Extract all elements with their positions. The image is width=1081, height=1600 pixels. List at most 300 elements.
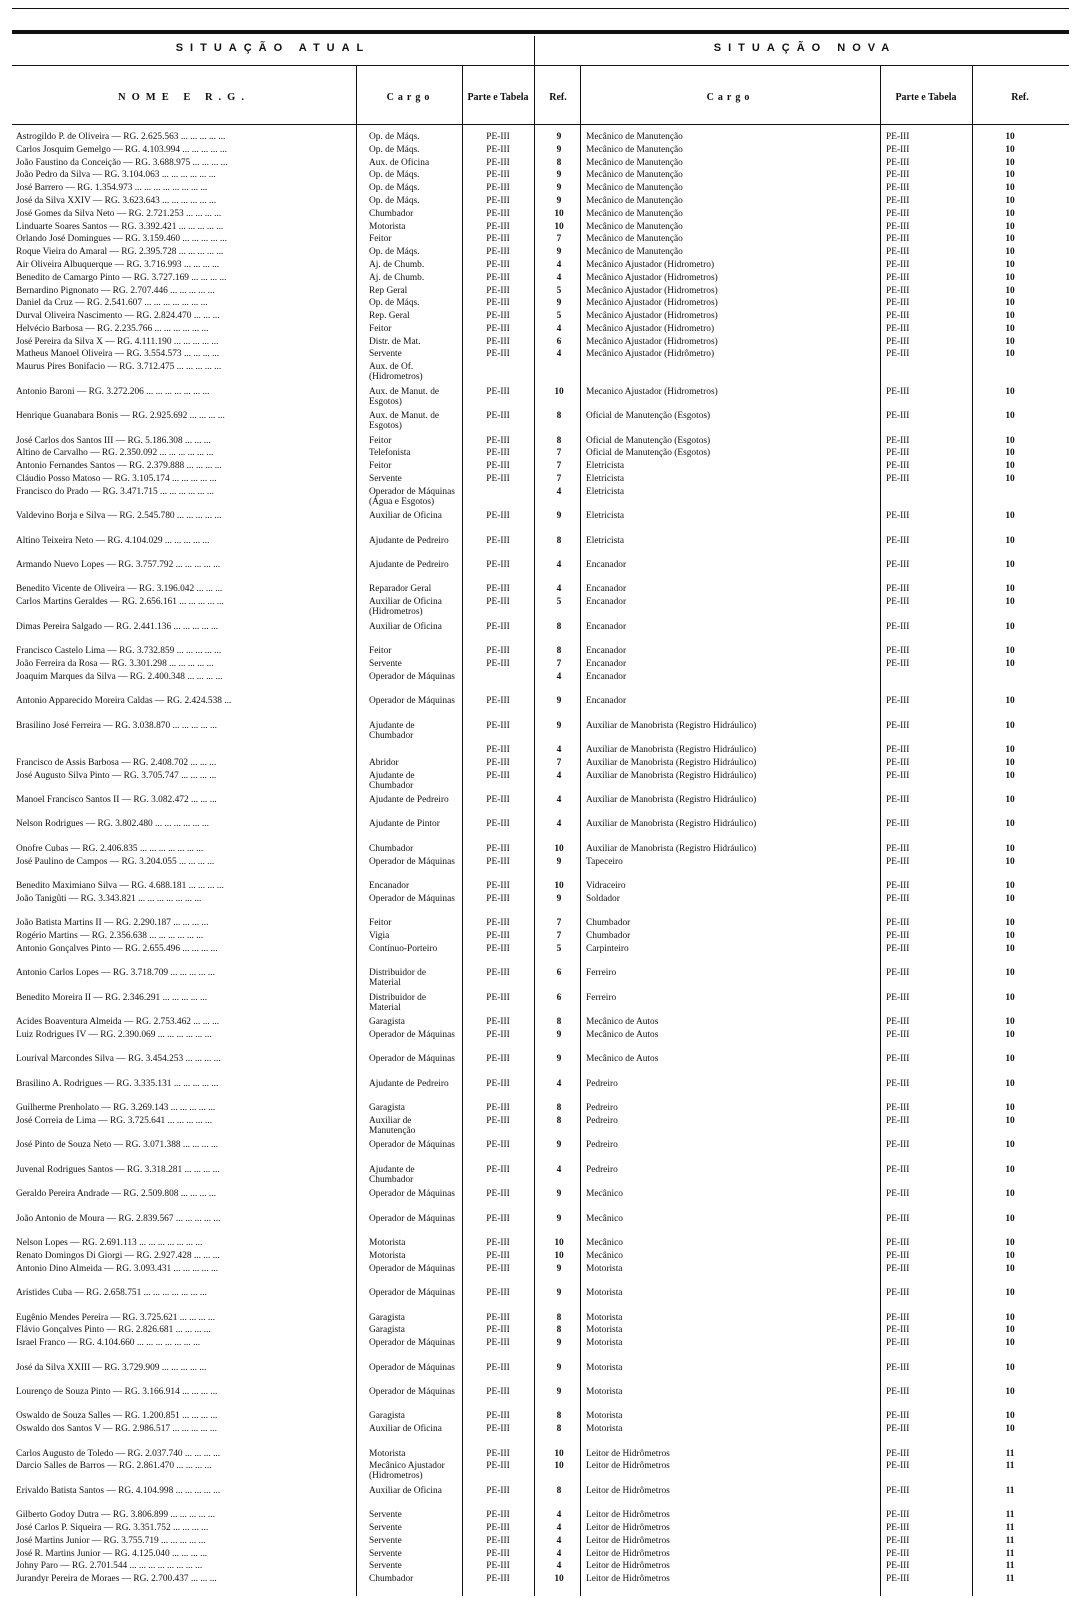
cargo-cell: Garagista (369, 1103, 405, 1114)
cargo-cell: Operador de Máquinas (369, 1386, 455, 1397)
nome-cell: Dimas Pereira Salgado — RG. 2.441.136 ... ... ... ... ... (16, 621, 219, 632)
new-cargo-cell: Motorista (586, 1312, 623, 1323)
new-parte-cell: PE-III (886, 1164, 910, 1175)
parte-cell: PE-III (486, 931, 510, 942)
nome-cell: Onofre Cubas — RG. 2.406.835 ... ... ... ... ... ... ... (16, 843, 204, 854)
new-cargo-cell: Pedreiro (586, 1078, 618, 1089)
new-ref-cell: 10 (1005, 1386, 1015, 1397)
new-cargo-cell: Mecânico (586, 1189, 623, 1200)
cargo-cell: Operador de Máquinas (369, 1288, 455, 1299)
parte-cell: PE-III (486, 234, 510, 245)
parte-cell: PE-III (486, 597, 510, 608)
new-cargo-cell: Ferreiro (586, 992, 617, 1003)
new-ref-cell: 10 (1005, 1164, 1015, 1175)
new-ref-cell: 11 (1005, 1535, 1015, 1546)
cargo-cell: Op. de Máqs. (369, 195, 420, 206)
new-ref-cell: 10 (1005, 473, 1015, 484)
new-cargo-cell: Mecânico (586, 1213, 623, 1224)
section-divider-rule (12, 65, 1069, 66)
parte-cell: PE-III (486, 1017, 510, 1028)
nome-cell: Acides Boaventura Almeida — RG. 2.753.462 ... ... ... (16, 1017, 220, 1028)
cargo-cell: Motorista (369, 1250, 406, 1261)
new-cargo-cell: Mecânico de Manutenção (586, 208, 683, 219)
new-ref-cell: 10 (1005, 1213, 1015, 1224)
new-parte-cell: PE-III (886, 448, 910, 459)
new-cargo-cell: Leitor de Hidrômetros (586, 1548, 670, 1559)
cargo-cell: Motorista (369, 1448, 406, 1459)
cargo-cell: Servente (369, 1523, 402, 1534)
new-cargo-cell: Mecânico Ajustador (Hidrometros) (586, 336, 718, 347)
new-ref-cell: 10 (1005, 386, 1015, 397)
new-ref-cell: 10 (1005, 435, 1015, 446)
new-ref-cell: 10 (1005, 195, 1015, 206)
new-parte-cell: PE-III (886, 1485, 910, 1496)
cargo-cell: Op. de Máqs. (369, 298, 420, 309)
parte-cell: PE-III (486, 285, 510, 296)
new-ref-cell: 10 (1005, 535, 1015, 546)
nome-cell: José Pereira da Silva X — RG. 4.111.190 ... ... ... ... ... (16, 336, 219, 347)
new-parte-cell: PE-III (886, 473, 910, 484)
ref-cell: 9 (556, 247, 562, 258)
nome-cell: Renato Domingos Di Giorgi — RG. 2.927.428 ... ... ... (16, 1250, 220, 1261)
ref-cell: 10 (554, 843, 564, 854)
ref-cell: 9 (556, 170, 562, 181)
new-cargo-cell: Motorista (586, 1386, 623, 1397)
new-ref-cell: 10 (1005, 696, 1015, 707)
parte-cell: PE-III (486, 770, 510, 781)
header-nome: NOME E R.G. (118, 91, 250, 103)
new-ref-cell: 10 (1005, 992, 1015, 1003)
cargo-cell: Operador de Máquinas (369, 1362, 455, 1373)
parte-cell: PE-III (486, 132, 510, 142)
ref-cell: 8 (556, 411, 562, 422)
new-ref-cell: 11 (1005, 1485, 1015, 1496)
new-parte-cell: PE-III (886, 720, 910, 731)
nome-cell: Flávio Gonçalves Pinto — RG. 2.826.681 ... ... ... ... (16, 1325, 211, 1336)
new-ref-cell: 10 (1005, 744, 1015, 755)
nome-cell: Benedito Vicente de Oliveira — RG. 3.196.042 ... ... ... (16, 584, 223, 595)
ref-cell: 4 (556, 819, 562, 830)
new-ref-cell: 11 (1005, 1510, 1015, 1521)
new-parte-cell: PE-III (886, 144, 910, 155)
nome-cell: Cláudio Posso Matoso — RG. 3.105.174 ... ... ... ... ... (16, 473, 217, 484)
cargo-cell: Ajudante de Pedreiro (369, 1078, 449, 1089)
new-parte-cell: PE-III (886, 1510, 910, 1521)
new-ref-cell: 10 (1005, 259, 1015, 270)
ref-cell: 8 (556, 157, 562, 168)
new-cargo-cell: Leitor de Hidrômetros (586, 1448, 670, 1459)
new-parte-cell: PE-III (886, 1461, 910, 1472)
parte-cell: PE-III (486, 1510, 510, 1521)
nome-cell: Brasilino José Ferreira — RG. 3.038.870 ... ... ... ... ... (16, 720, 218, 731)
parte-cell: PE-III (486, 1386, 510, 1397)
new-ref-cell: 10 (1005, 1338, 1015, 1349)
nome-cell: Erivaldo Batista Santos — RG. 4.104.998 ... ... ... ... ... (16, 1485, 221, 1496)
header-bottom-rule (12, 124, 1069, 125)
parte-cell: PE-III (486, 1548, 510, 1559)
new-parte-cell: PE-III (886, 918, 910, 929)
new-cargo-cell: Encanador (586, 671, 627, 682)
new-parte-cell: PE-III (886, 132, 910, 142)
new-ref-cell: 10 (1005, 1103, 1015, 1114)
new-ref-cell: 10 (1005, 311, 1015, 322)
parte-cell: PE-III (486, 259, 510, 270)
new-ref-cell: 10 (1005, 646, 1015, 657)
cargo-cell: Op. de Máqs. (369, 132, 420, 142)
new-cargo-cell: Mecânico de Autos (586, 1029, 659, 1040)
parte-cell: PE-III (486, 992, 510, 1003)
new-cargo-cell: Oficial de Manutenção (Esgotos) (586, 435, 711, 446)
parte-cell: PE-III (486, 386, 510, 397)
new-ref-cell: 10 (1005, 918, 1015, 929)
cargo-cell: Telefonista (369, 448, 411, 459)
parte-cell: PE-III (486, 1362, 510, 1373)
nome-cell: Benedito Moreira II — RG. 2.346.291 ... ... ... ... ... (16, 992, 208, 1003)
new-cargo-cell: Pedreiro (586, 1103, 618, 1114)
new-parte-cell: PE-III (886, 195, 910, 206)
ref-cell: 7 (556, 461, 562, 472)
nome-cell: Gilberto Godoy Dutra — RG. 3.806.899 ... ... ... ... ... (16, 1510, 215, 1521)
ref-cell: 10 (554, 1250, 564, 1261)
nome-cell: José da Silva XXIV — RG. 3.623.643 ... ... ... ... ... ... (16, 195, 217, 206)
nome-cell: José Barrero — RG. 1.354.973 ... ... ... ... ... ... ... ... (16, 183, 208, 194)
ref-cell: 9 (556, 1362, 562, 1373)
new-ref-cell: 10 (1005, 247, 1015, 258)
ref-cell: 4 (556, 744, 562, 755)
cargo-cell: Contínuo-Porteiro (369, 943, 438, 954)
nome-cell: Helvécio Barbosa — RG. 2.235.766 ... ... ... ... ... ... (16, 323, 209, 334)
nome-cell: João Ferreira da Rosa — RG. 3.301.298 ... ... ... ... ... (16, 658, 214, 669)
ref-cell: 4 (556, 272, 562, 283)
new-parte-cell: PE-III (886, 183, 910, 194)
cargo-cell: Feitor (369, 323, 392, 334)
new-parte-cell: PE-III (886, 298, 910, 309)
parte-cell: PE-III (486, 720, 510, 731)
divider-nome-cargo (356, 66, 357, 1596)
new-ref-cell: 11 (1005, 1523, 1015, 1534)
cargo-cell: Operador de Máquinas (369, 1338, 455, 1349)
parte-cell: PE-III (486, 943, 510, 954)
new-cargo-cell: Encanador (586, 646, 627, 657)
cargo-cell: Aux. de Oficina (369, 157, 430, 168)
ref-cell: 5 (556, 943, 562, 954)
new-parte-cell: PE-III (886, 1362, 910, 1373)
new-ref-cell: 10 (1005, 144, 1015, 155)
cargo-cell: Garagista (369, 1325, 405, 1336)
new-cargo-cell: Mecânico de Autos (586, 1017, 659, 1028)
ref-cell: 10 (554, 881, 564, 892)
cargo-cell: Op. de Máqs. (369, 144, 420, 155)
new-ref-cell: 10 (1005, 770, 1015, 781)
new-ref-cell: 10 (1005, 323, 1015, 334)
new-ref-cell: 10 (1005, 794, 1015, 805)
new-parte-cell: PE-III (886, 272, 910, 283)
new-ref-cell: 10 (1005, 170, 1015, 181)
new-ref-cell: 10 (1005, 285, 1015, 296)
nome-cell: Astrogildo P. de Oliveira — RG. 2.625.563 ... ... ... ... ... (16, 132, 226, 142)
cargo-cell: Operador de Máquinas (Água e Esgotos) (369, 486, 455, 507)
new-ref-cell: 10 (1005, 1312, 1015, 1323)
new-cargo-cell: Auxiliar de Manobrista (Registro Hidráulico) (586, 843, 757, 854)
cargo-cell: Operador de Máquinas (369, 856, 455, 867)
parte-cell: PE-III (486, 646, 510, 657)
ref-cell: 4 (556, 1548, 562, 1559)
new-ref-cell: 10 (1005, 560, 1015, 570)
cargo-cell: Ajudante de Chumbador (369, 720, 415, 741)
new-cargo-cell: Ferreiro (586, 968, 617, 979)
new-parte-cell: PE-III (886, 1448, 910, 1459)
new-parte-cell: PE-III (886, 1424, 910, 1435)
new-ref-cell: 10 (1005, 584, 1015, 595)
new-cargo-cell: Soldador (586, 893, 620, 904)
ref-cell: 6 (556, 336, 562, 347)
nome-cell: Carlos Martins Geraldes — RG. 2.656.161 ... ... ... ... ... (16, 597, 224, 608)
cargo-cell: Chumbador (369, 1574, 414, 1585)
new-ref-cell: 10 (1005, 1078, 1015, 1089)
divider-ref-cargo (580, 66, 581, 1596)
new-ref-cell: 10 (1005, 1325, 1015, 1336)
parte-cell: PE-III (486, 448, 510, 459)
nome-cell: José da Silva XXIII — RG. 3.729.909 ... ... ... ... ... (16, 1362, 207, 1373)
new-parte-cell: PE-III (886, 1411, 910, 1422)
new-parte-cell: PE-III (886, 931, 910, 942)
cargo-cell: Feitor (369, 918, 392, 929)
parte-cell: PE-III (486, 435, 510, 446)
parte-cell: PE-III (486, 918, 510, 929)
new-ref-cell: 10 (1005, 1411, 1015, 1422)
parte-cell: PE-III (486, 621, 510, 632)
ref-cell: 4 (556, 560, 562, 570)
new-ref-cell: 10 (1005, 183, 1015, 194)
nome-cell: Joaquim Marques da Silva — RG. 2.400.348 ... ... ... ... (16, 671, 223, 682)
new-ref-cell: 10 (1005, 931, 1015, 942)
ref-cell: 5 (556, 597, 562, 608)
nome-cell: Francisco do Prado — RG. 3.471.715 ... ... ... ... ... ... (16, 486, 214, 497)
new-parte-cell: PE-III (886, 234, 910, 245)
cargo-cell: Ajudante de Chumbador (369, 770, 415, 791)
nome-cell: João Tanigûti — RG. 3.343.821 ... ... ... ... ... ... ... (16, 893, 202, 904)
new-cargo-cell: Mecânico Ajustador (Hidrometros) (586, 285, 718, 296)
new-cargo-cell: Eletricista (586, 461, 625, 472)
nome-cell: João Batista Martins II — RG. 2.290.187 ... ... ... ... (16, 918, 209, 929)
nome-cell: Bernardino Pignonato — RG. 2.707.446 ... ... ... ... ... (16, 285, 215, 296)
nome-cell: Johny Paro — RG. 2.701.544 ... ... ... ... ... ... ... ... (16, 1561, 203, 1572)
parte-cell: PE-III (486, 1078, 510, 1089)
cargo-cell: Rep Geral (369, 285, 408, 296)
new-ref-cell: 11 (1005, 1448, 1015, 1459)
new-cargo-cell: Eletricista (586, 486, 625, 497)
cargo-cell: Rep. Geral (369, 311, 410, 322)
section-new-title: SITUAÇÃO NOVA (713, 42, 897, 54)
cargo-cell: Ajudante de Pedreiro (369, 535, 449, 546)
ref-cell: 8 (556, 1411, 562, 1422)
new-ref-cell: 11 (1005, 1461, 1015, 1472)
parte-cell: PE-III (486, 757, 510, 768)
parte-cell: PE-III (486, 1288, 510, 1299)
parte-cell: PE-III (486, 968, 510, 979)
cargo-cell: Ajudante de Pintor (369, 819, 440, 830)
nome-cell: Antonio Dino Almeida — RG. 3.093.431 ... ... ... ... ... (16, 1263, 219, 1274)
nome-cell: Henrique Guanabara Bonis — RG. 2.925.692 ... ... ... ... (16, 411, 225, 422)
cargo-cell: Servente (369, 658, 402, 669)
new-cargo-cell: Mecânico (586, 1250, 623, 1261)
new-parte-cell: PE-III (886, 1523, 910, 1534)
new-parte-cell: PE-III (886, 597, 910, 608)
parte-cell: PE-III (486, 272, 510, 283)
ref-cell: 9 (556, 720, 562, 731)
new-ref-cell: 10 (1005, 757, 1015, 768)
ref-cell: 9 (556, 195, 562, 206)
ref-cell: 10 (554, 221, 564, 232)
new-ref-cell: 10 (1005, 1189, 1015, 1200)
new-cargo-cell: Auxiliar de Manobrista (Registro Hidráulico) (586, 770, 757, 781)
new-cargo-cell: Mecânico de Manutenção (586, 247, 683, 258)
new-parte-cell: PE-III (886, 1561, 910, 1572)
cargo-cell: Auxiliar de Oficina (369, 621, 442, 632)
cargo-cell: Ajudante de Pedreiro (369, 560, 449, 570)
new-cargo-cell: Carpinteiro (586, 943, 629, 954)
divider-parte-ref-novo (972, 66, 973, 1596)
nome-cell: Francisco de Assis Barbosa — RG. 2.408.702 ... ... ... (16, 757, 217, 768)
new-ref-cell: 10 (1005, 461, 1015, 472)
nome-cell: Altino de Carvalho — RG. 2.350.092 ... ... ... ... ... ... (16, 448, 214, 459)
new-ref-cell: 10 (1005, 336, 1015, 347)
ref-cell: 7 (556, 931, 562, 942)
divider-current-new (534, 36, 535, 1596)
new-parte-cell: PE-III (886, 968, 910, 979)
new-cargo-cell: Pedreiro (586, 1140, 618, 1151)
nome-cell: Antonio Fernandes Santos — RG. 2.379.888 ... ... ... ... (16, 461, 222, 472)
nome-cell: Antonio Apparecido Moreira Caldas — RG. 2.424.538 ... (16, 696, 232, 707)
new-ref-cell: 10 (1005, 658, 1015, 669)
new-cargo-cell: Motorista (586, 1325, 623, 1336)
new-cargo-cell: Auxiliar de Manobrista (Registro Hidráulico) (586, 794, 757, 805)
cargo-cell: Feitor (369, 646, 392, 657)
parte-cell: PE-III (486, 1312, 510, 1323)
parte-cell: PE-III (486, 1424, 510, 1435)
nome-cell: Darcio Salles de Barros — RG. 2.861.470 ... ... ... ... (16, 1461, 212, 1472)
new-cargo-cell: Leitor de Hidrômetros (586, 1485, 670, 1496)
parte-cell: PE-III (486, 1535, 510, 1546)
new-parte-cell: PE-III (886, 770, 910, 781)
nome-cell: Nelson Lopes — RG. 2.691.113 ... ... ... ... ... ... ... (16, 1238, 203, 1249)
new-cargo-cell: Mecânico de Autos (586, 1054, 659, 1065)
nome-cell: Matheus Manoel Oliveira — RG. 3.554.573 ... ... ... ... (16, 349, 220, 360)
new-parte-cell: PE-III (886, 1386, 910, 1397)
cargo-cell: Op. de Máqs. (369, 247, 420, 258)
new-parte-cell: PE-III (886, 157, 910, 168)
ref-cell: 9 (556, 1029, 562, 1040)
nome-cell: Guilherme Prenholato — RG. 3.269.143 ... ... ... ... ... (16, 1103, 216, 1114)
cargo-cell: Operador de Máquinas (369, 1189, 455, 1200)
ref-cell: 8 (556, 1312, 562, 1323)
nome-cell: José Pinto de Souza Neto — RG. 3.071.388 ... ... ... ... (16, 1140, 219, 1151)
new-parte-cell: PE-III (886, 646, 910, 657)
new-parte-cell: PE-III (886, 461, 910, 472)
ref-cell: 7 (556, 448, 562, 459)
ref-cell: 7 (556, 757, 562, 768)
new-parte-cell: PE-III (886, 560, 910, 570)
header-ref-novo: Ref. (1011, 91, 1029, 103)
cargo-cell: Auxiliar de Manutenção (369, 1115, 416, 1136)
cargo-cell: Servente (369, 1535, 402, 1546)
new-ref-cell: 10 (1005, 1263, 1015, 1274)
new-ref-cell: 10 (1005, 349, 1015, 360)
parte-cell: PE-III (486, 584, 510, 595)
ref-cell: 8 (556, 1325, 562, 1336)
ref-cell: 9 (556, 511, 562, 522)
new-ref-cell: 10 (1005, 1017, 1015, 1028)
nome-cell: Orlando José Domingues — RG. 3.159.460 ... ... ... ... ... (16, 234, 227, 245)
new-cargo-cell: Oficial de Manutenção (Esgotos) (586, 448, 711, 459)
new-ref-cell: 10 (1005, 234, 1015, 245)
cargo-cell: Garagista (369, 1312, 405, 1323)
ref-cell: 4 (556, 1510, 562, 1521)
ref-cell: 4 (556, 794, 562, 805)
ref-cell: 10 (554, 386, 564, 397)
new-parte-cell: PE-III (886, 1029, 910, 1040)
parte-cell: PE-III (486, 1115, 510, 1126)
new-ref-cell: 10 (1005, 1115, 1015, 1126)
new-cargo-cell: Mecânico de Manutenção (586, 132, 683, 142)
parte-cell: PE-III (486, 1485, 510, 1496)
parte-cell: PE-III (486, 1250, 510, 1261)
section-current-title: SITUAÇÃO ATUAL (175, 42, 371, 54)
parte-cell: PE-III (486, 1263, 510, 1274)
new-cargo-cell: Leitor de Hidrômetros (586, 1510, 670, 1521)
ref-cell: 8 (556, 1424, 562, 1435)
new-parte-cell: PE-III (886, 311, 910, 322)
new-parte-cell: PE-III (886, 1535, 910, 1546)
nome-cell: Francisco Castelo Lima — RG. 3.732.859 ... ... ... ... ... (16, 646, 222, 657)
ref-cell: 9 (556, 298, 562, 309)
ref-cell: 5 (556, 285, 562, 296)
new-cargo-cell: Encanador (586, 658, 627, 669)
ref-cell: 10 (554, 1448, 564, 1459)
new-ref-cell: 10 (1005, 1054, 1015, 1065)
ref-cell: 6 (556, 968, 562, 979)
cargo-cell: Auxiliar de Oficina (Hidrometros) (369, 597, 442, 618)
new-ref-cell: 10 (1005, 1424, 1015, 1435)
cargo-cell: Operador de Máquinas (369, 893, 455, 904)
ref-cell: 4 (556, 770, 562, 781)
new-cargo-cell: Mecânico de Manutenção (586, 221, 683, 232)
cargo-cell: Distribuidor de Material (369, 992, 427, 1013)
nome-cell: José Correia de Lima — RG. 3.725.641 ... ... ... ... ... (16, 1115, 213, 1126)
parte-cell: PE-III (486, 658, 510, 669)
parte-cell: PE-III (486, 311, 510, 322)
cargo-cell: Auxiliar de Oficina (369, 511, 442, 522)
cargo-cell: Feitor (369, 461, 392, 472)
nome-cell: Eugênio Mendes Pereira — RG. 3.725.621 ... ... ... ... (16, 1312, 215, 1323)
cargo-cell: Mecânico Ajustador (Hidrometros) (369, 1461, 445, 1482)
new-cargo-cell: Motorista (586, 1288, 623, 1299)
parte-cell: PE-III (486, 183, 510, 194)
new-parte-cell: PE-III (886, 794, 910, 805)
new-cargo-cell: Auxiliar de Manobrista (Registro Hidráulico) (586, 819, 757, 830)
new-cargo-cell: Encanador (586, 584, 627, 595)
new-parte-cell: PE-III (886, 1189, 910, 1200)
cargo-cell: Servente (369, 1548, 402, 1559)
parte-cell: PE-III (486, 1029, 510, 1040)
new-ref-cell: 10 (1005, 1238, 1015, 1249)
cargo-cell: Aux. de Manut. de Esgotos) (369, 386, 440, 407)
new-ref-cell: 10 (1005, 1250, 1015, 1261)
parte-cell: PE-III (486, 221, 510, 232)
nome-cell: Jurandyr Pereira de Moraes — RG. 2.700.437 ... ... ... (16, 1574, 217, 1585)
nome-cell: Antonio Carlos Lopes — RG. 3.718.709 ... ... ... ... ... (16, 968, 215, 979)
new-cargo-cell: Eletricista (586, 511, 625, 522)
